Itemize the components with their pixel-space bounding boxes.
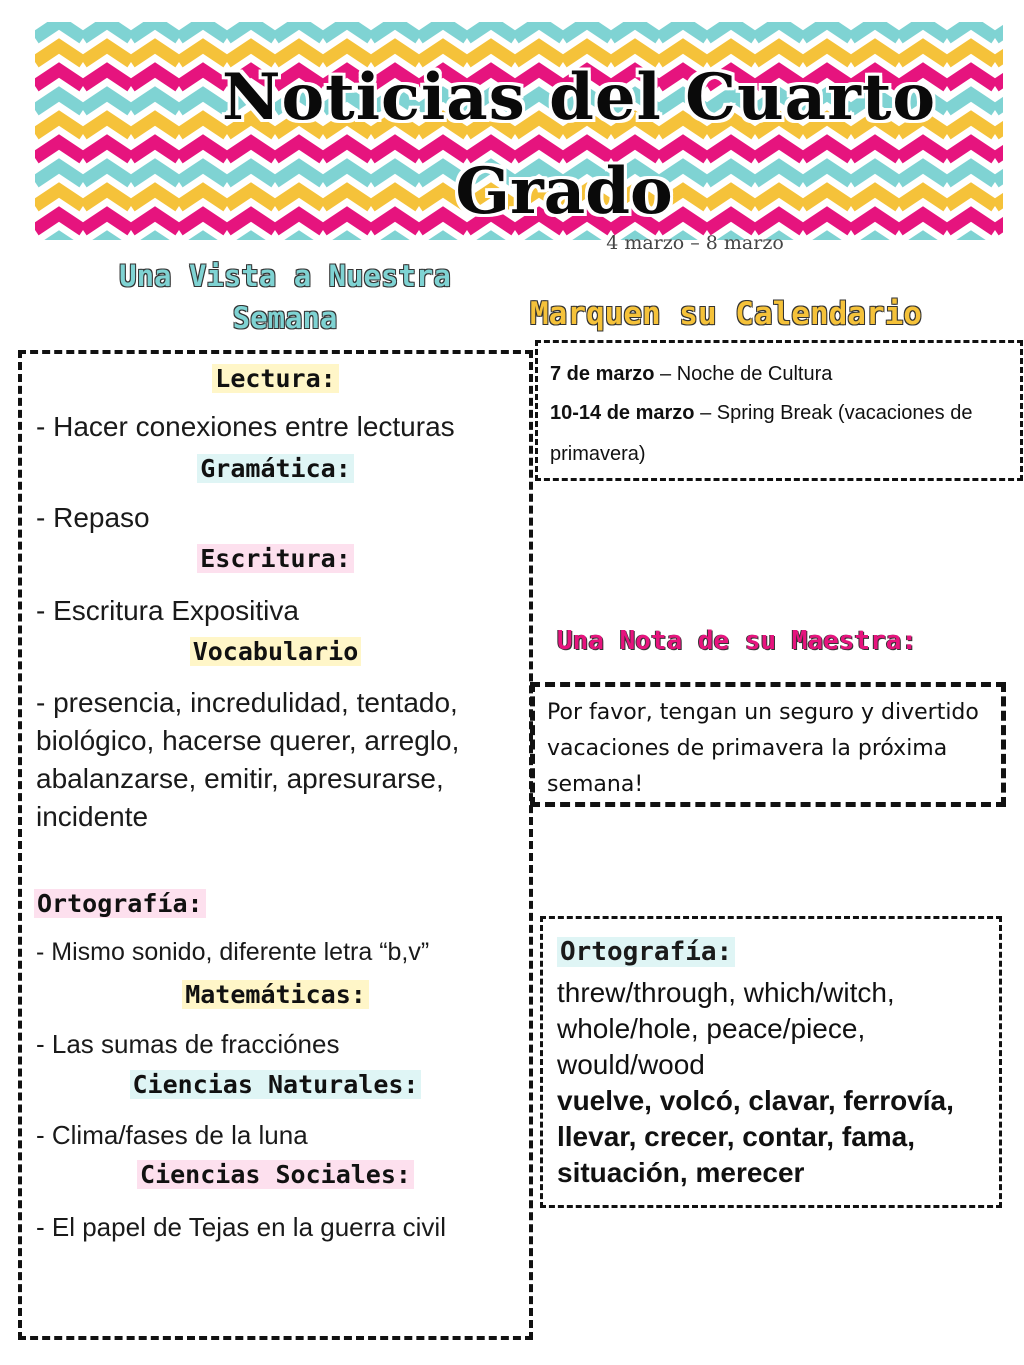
section-text-escritura: - Escritura Expositiva [36, 595, 299, 626]
section-heading-ciencias-naturales: Ciencias Naturales: [22, 1070, 529, 1099]
calendar-event [550, 393, 1008, 475]
section-text-ortografia: - Mismo sonido, diferente letra “b,v” [36, 938, 430, 966]
spelling-box [540, 916, 1002, 1208]
spelling-heading: Ortografía: [557, 937, 735, 967]
section-text-gramatica: - Repaso [36, 502, 150, 533]
calendar-event-date: 10-14 de marzo [550, 402, 695, 424]
section-text-lectura: - Hacer conexiones entre lecturas [36, 411, 455, 442]
calendar-event-date: 7 de marzo [550, 363, 655, 385]
section-text-vocabulario: - presencia, incredulidad, tentado, biológico, hacerse querer, arreglo, abalanzarse, emitir, apresurarse, incidente [36, 687, 460, 832]
week-overview-heading: Una Vista a Nuestra Semana [119, 259, 451, 335]
section-text-ciencias-sociales: - El papel de Tejas en la guerra civil [36, 1212, 446, 1242]
section-heading-vocabulario: Vocabulario [22, 637, 529, 666]
teacher-note-heading: Una Nota de su Maestra: [557, 626, 918, 656]
section-text-matematicas: - Las sumas de fracciónes [36, 1029, 340, 1059]
calendar-box [535, 340, 1023, 481]
title-line-1: Noticias del Cuarto [221, 60, 937, 135]
section-heading-gramatica: Gramática: [22, 454, 529, 483]
spelling-spanish-words: vuelve, volcó, clavar, ferrovía, llevar, crecer, contar, fama, situación, merecer [557, 1085, 954, 1188]
spelling-english-words: threw/through, which/witch, whole/hole, peace/piece, would/wood [557, 977, 895, 1080]
section-heading-ortografia: Ortografía: [34, 889, 541, 918]
teacher-note-box [530, 682, 1006, 807]
section-heading-ciencias-sociales: Ciencias Sociales: [22, 1160, 529, 1189]
week-dates: 4 marzo – 8 marzo [606, 232, 784, 254]
title-line-2: Grado [455, 154, 673, 229]
calendar-heading: Marquen su Calendario [530, 296, 922, 332]
week-overview-box [18, 350, 533, 1340]
section-text-ciencias-naturales: - Clima/fases de la luna [36, 1120, 308, 1150]
section-heading-matematicas: Matemáticas: [22, 980, 529, 1009]
calendar-event [550, 357, 1008, 391]
section-heading-lectura: Lectura: [22, 364, 529, 393]
chevron-banner [35, 22, 1003, 240]
calendar-event-desc: – Spring Break (vacaciones de primavera) [550, 402, 973, 465]
teacher-note-text: Por favor, tengan un seguro y divertido vacaciones de primavera la próxima semana! [547, 700, 979, 797]
calendar-event-desc: – Noche de Cultura [654, 363, 833, 385]
section-heading-escritura: Escritura: [22, 544, 529, 573]
